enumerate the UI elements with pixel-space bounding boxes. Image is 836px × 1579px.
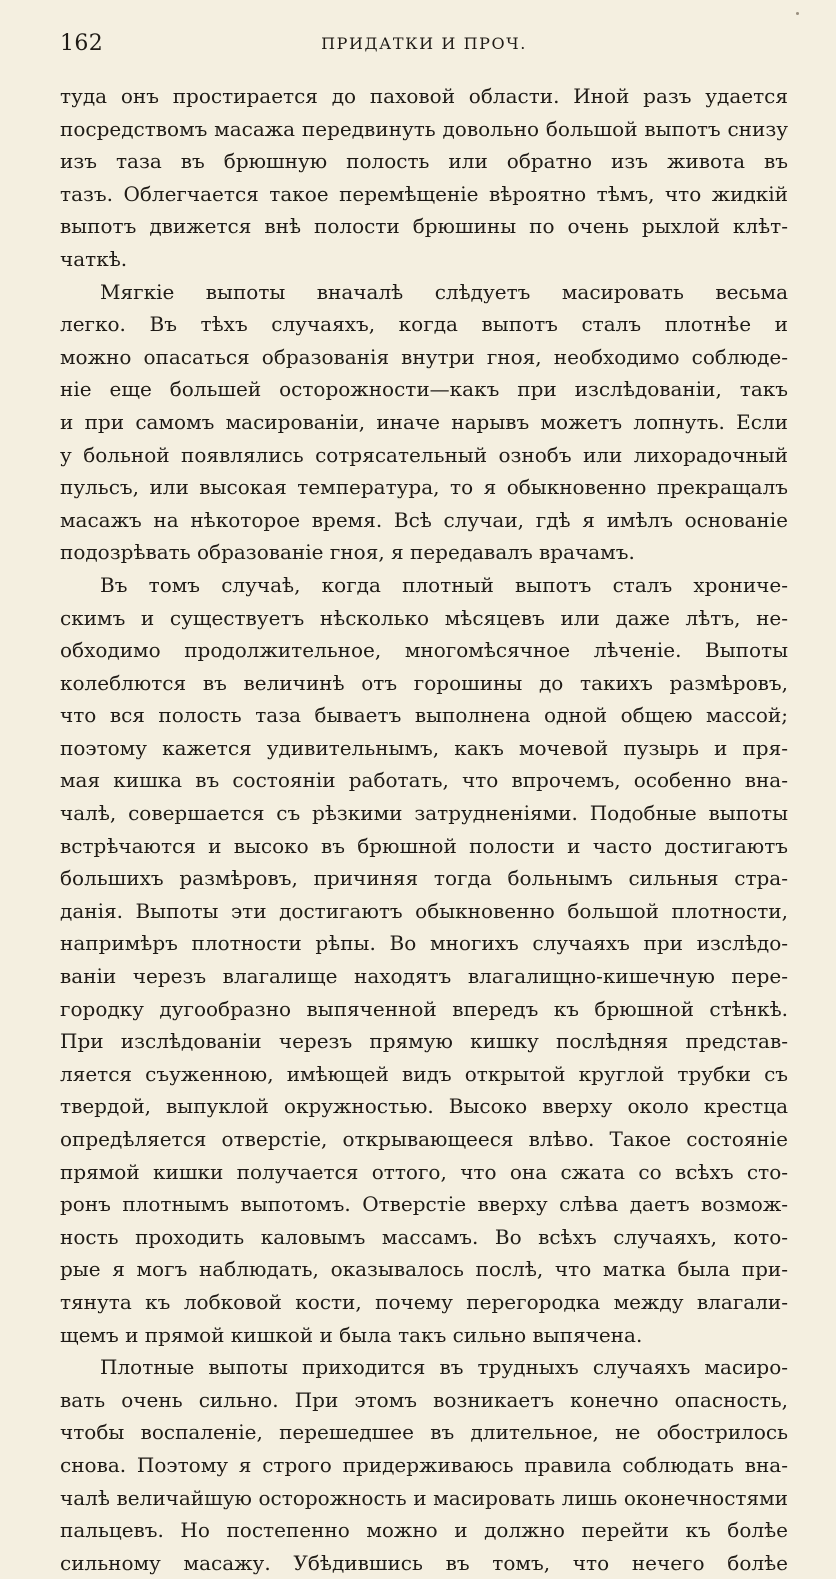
paper-speck [796,12,799,15]
text-line: туда онъ простирается до паховой области. Иной разъ удается [60,84,788,108]
text-line: ляется съуженною, имѣющей видъ открытой круглой трубки съ [60,1061,788,1086]
text-line: щемъ и прямой кишкой и была такъ сильно выпячена. [60,1322,643,1347]
text-line: напримѣръ плотности рѣпы. Во многихъ случаяхъ при изслѣдо- [60,931,788,956]
text-line: сильному масажу. Убѣдившись въ томъ, что нечего болѣе [60,1550,788,1575]
text-line: пульсъ, или высокая температура, то я обыкновенно прекращалъ [60,475,788,500]
text-line: чалѣ величайшую осторожность и масировать лишь оконечностями [60,1485,788,1510]
text-line: встрѣчаются и высоко въ брюшной полости и часто достигаютъ [60,833,788,858]
text-line: городку дугообразно выпяченной впередъ къ брюшной стѣнкѣ. [60,996,788,1021]
text-line: пальцевъ. Но постепенно можно и должно перейти къ болѣе [60,1518,788,1543]
text-line: и при самомъ масированіи, иначе нарывъ можетъ лопнуть. Если [60,409,788,434]
text-line: выпотъ движется внѣ полости брюшины по очень рыхлой клѣт- [60,214,788,239]
text-line: колеблются въ величинѣ отъ горошины до такихъ размѣровъ, [60,670,788,695]
text-line: Плотные выпоты приходится въ трудныхъ случаяхъ масиро- [100,1355,788,1380]
text-line: обходимо продолжительное, многомѣсячное лѣченіе. Выпоты [60,638,788,663]
text-line: ніе еще большей осторожности—какъ при изслѣдованіи, такъ [60,377,788,402]
text-line: прямой кишки получается оттого, что она сжата со всѣхъ сто- [60,1159,788,1184]
text-line: ваніи черезъ влагалище находятъ влагалищно-кишечную пере- [60,964,788,989]
text-line: Мягкіе выпоты вначалѣ слѣдуетъ масировать весьма [100,279,788,304]
text-line: ность проходить каловымъ массамъ. Во всѣхъ случаяхъ, кото- [60,1224,788,1249]
text-line: рые я могъ наблюдать, оказывалось послѣ, что матка была при- [60,1257,788,1282]
text-line: ронъ плотнымъ выпотомъ. Отверстіе вверху слѣва даетъ возмож- [60,1192,788,1217]
text-line: легко. Въ тѣхъ случаяхъ, когда выпотъ сталъ плотнѣе и [60,312,788,337]
text-line: тянута къ лобковой кости, почему перегородка между влагали- [60,1289,788,1314]
text-line: большихъ размѣровъ, причиняя тогда больнымъ сильныя стра- [60,866,788,891]
body-text [60,80,788,1579]
text-line: опредѣляется отверстіе, открывающееся влѣво. Такое состояніе [60,1127,788,1151]
text-line: чаткѣ. [60,246,128,271]
running-head: ПРИДАТКИ И ПРОЧ. [321,34,527,53]
text-line: подозрѣвать образованіе гноя, я передавалъ врачамъ. [60,540,635,565]
text-line: чалѣ, совершается съ рѣзкими затрудненіями. Подобные выпоты [60,801,788,826]
page-header [60,30,788,58]
text-line: данія. Выпоты эти достигаютъ обыкновенно большой плотности, [60,898,788,923]
text-line: посредствомъ масажа передвинуть довольно большой выпотъ снизу [60,116,788,141]
text-line: твердой, выпуклой окружностью. Высоко вверху около крестца [60,1094,788,1119]
text-line: скимъ и существуетъ нѣсколько мѣсяцевъ или даже лѣтъ, не- [60,605,788,630]
text-line: поэтому кажется удивительнымъ, какъ мочевой пузырь и пря- [60,735,788,760]
text-line: что вся полость таза бываетъ выполнена одной общею массой; [60,703,788,728]
text-line: чтобы воспаленіе, перешедшее въ длительное, не обострилось [60,1420,788,1445]
text-line: масажъ на нѣкоторое время. Всѣ случаи, гдѣ я имѣлъ основаніе [60,507,788,532]
text-line: изъ таза въ брюшную полость или обратно изъ живота въ [60,149,788,174]
text-line: Въ томъ случаѣ, когда плотный выпотъ сталъ хрониче- [100,572,788,597]
text-line: При изслѣдованіи черезъ прямую кишку послѣдняя представ- [60,1029,788,1054]
text-line: вать очень сильно. При этомъ возникаетъ конечно опасность, [60,1387,788,1412]
text-line: можно опасаться образованія внутри гноя, необходимо соблюде- [60,344,788,369]
page-number: 162 [60,31,104,56]
text-line: мая кишка въ состояніи работать, что впрочемъ, особенно вна- [60,768,788,793]
text-line: тазъ. Облегчается такое перемѣщеніе вѣроятно тѣмъ, что жидкій [60,181,788,206]
text-line: снова. Поэтому я строго придерживаюсь правила соблюдать вна- [60,1452,788,1477]
text-line: у больной появлялись сотрясательный ознобъ или лихорадочный [60,442,788,467]
